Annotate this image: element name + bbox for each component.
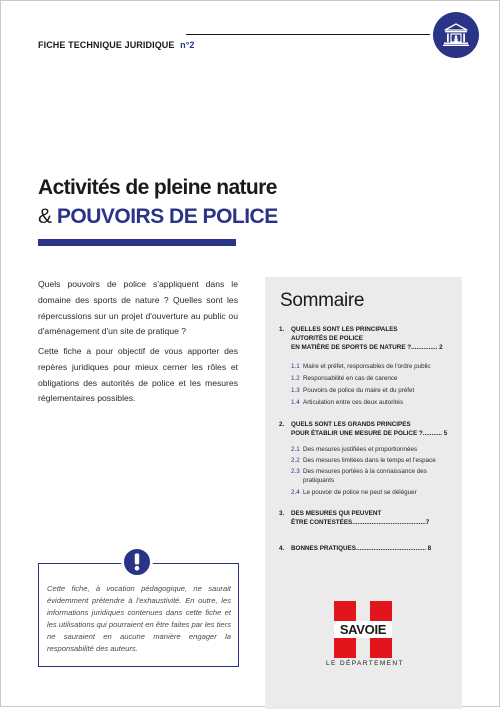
doc-type-text: FICHE TECHNIQUE JURIDIQUE (38, 40, 175, 50)
courthouse-icon (433, 12, 479, 58)
toc-sub-number: 1.3 (291, 387, 300, 394)
toc-sub-label: Des mesures limitées dans le temps et l'espace (303, 457, 436, 464)
toc-sub-label: pratiquants (303, 476, 335, 484)
courthouse-svg (443, 23, 469, 47)
toc-sub-label: Maire et préfet, responsables de l'ordre public (303, 363, 431, 370)
sommaire-title: Sommaire (280, 290, 365, 311)
doc-type-label (38, 40, 195, 50)
toc-sub-label: Responsabilité en cas de carence (303, 375, 398, 382)
toc-section-4[interactable] (279, 545, 454, 554)
toc-subsection-1-4[interactable] (291, 399, 456, 408)
toc-sub-number: 1.2 (291, 375, 300, 382)
toc-subsection-1-2[interactable] (291, 375, 456, 384)
toc-subsection-2-4[interactable] (291, 489, 456, 498)
title-accent: POUVOIRS DE POLICE (56, 205, 278, 228)
toc-sub-label: Le pouvoir de police ne peut se déléguer (303, 489, 417, 496)
header-rule (186, 34, 430, 35)
toc-sub-number: 1.4 (291, 399, 300, 406)
toc-section-number: 4. (279, 545, 285, 552)
title-underline-bar (38, 239, 236, 246)
toc-sub-label: Des mesures portées à la connaissance des (303, 468, 427, 475)
toc-subsection-2-1[interactable] (291, 446, 456, 455)
exclamation-icon (121, 546, 153, 578)
toc-subsection-1-1[interactable] (291, 363, 456, 372)
toc-section-line: BONNES PRATIQUES........................................ 8 (291, 545, 432, 552)
toc-section-number: 3. (279, 510, 285, 517)
toc-section-line: QUELS SONT LES GRANDS PRINCIPES (291, 421, 411, 428)
title-ampersand: & (38, 205, 52, 228)
toc-section-number: 2. (279, 421, 285, 428)
savoie-name: SAVOIE (339, 622, 387, 637)
toc-sub-number: 2.3 (291, 468, 300, 475)
toc-section-3[interactable] (279, 510, 454, 528)
savoie-logo (334, 601, 392, 658)
toc-section-line: QUELLES SONT LES PRINCIPALES (291, 326, 398, 333)
toc-section-line: POUR ÉTABLIR UNE MESURE DE POLICE ?........... 5 (291, 429, 448, 437)
toc-subsection-1-3[interactable] (291, 387, 456, 396)
intro-paragraph-2: Cette fiche a pour objectif de vous apporter des repères juridiques pour mieux cerner les rôles et obligations des autorités de police et les mesures réglementaires possibles. (38, 346, 238, 404)
toc-section-line: EN MATIÈRE DE SPORTS DE NATURE ?............... 2 (291, 343, 443, 351)
page-title: Activités de pleine nature (38, 176, 277, 199)
toc-subsection-2-3[interactable] (291, 468, 456, 485)
toc-sub-number: 1.1 (291, 363, 300, 370)
toc-section-number: 1. (279, 326, 285, 333)
doc-number: n°2 (180, 40, 195, 50)
toc-sub-number: 2.1 (291, 446, 300, 453)
toc-sub-label: Des mesures justifiées et proportionnées (303, 446, 418, 453)
toc-subsection-2-2[interactable] (291, 457, 456, 466)
toc-section-line: DES MESURES QUI PEUVENT (291, 510, 382, 517)
intro-paragraph-1: Quels pouvoirs de police s'appliquent dans le domaine des sports de nature ? Quelles sont les répercussions sur un projet d'ouverture au public ou d'aménagement d'un site de pratique ? (38, 279, 238, 337)
toc-section-1[interactable] (279, 326, 454, 352)
toc-section-line: AUTORITÉS DE POLICE (291, 334, 363, 342)
savoie-caption: LE DÉPARTEMENT (326, 660, 404, 667)
toc-sub-label: Articulation entre ces deux autorités (303, 399, 404, 406)
disclaimer-text: Cette fiche, à vocation pédagogique, ne saurait évidemment prétendre à l'exhaustivité. En outre, les informations juridiques contenues dans cette fiche et les utilisations qui pourraient en être faites par les tiers ne sauraient en aucune manière engager la responsabilité des auteurs. (47, 584, 231, 653)
toc-section-line: ÊTRE CONTESTÉES..........................................7 (291, 518, 430, 526)
exclamation-svg (133, 553, 141, 571)
toc-sub-number: 2.4 (291, 489, 300, 496)
toc-sub-number: 2.2 (291, 457, 300, 464)
page-subtitle (38, 205, 278, 229)
toc-sub-label: Pouvoirs de police du maire et du préfet (303, 387, 415, 394)
toc-section-2[interactable] (279, 421, 454, 439)
